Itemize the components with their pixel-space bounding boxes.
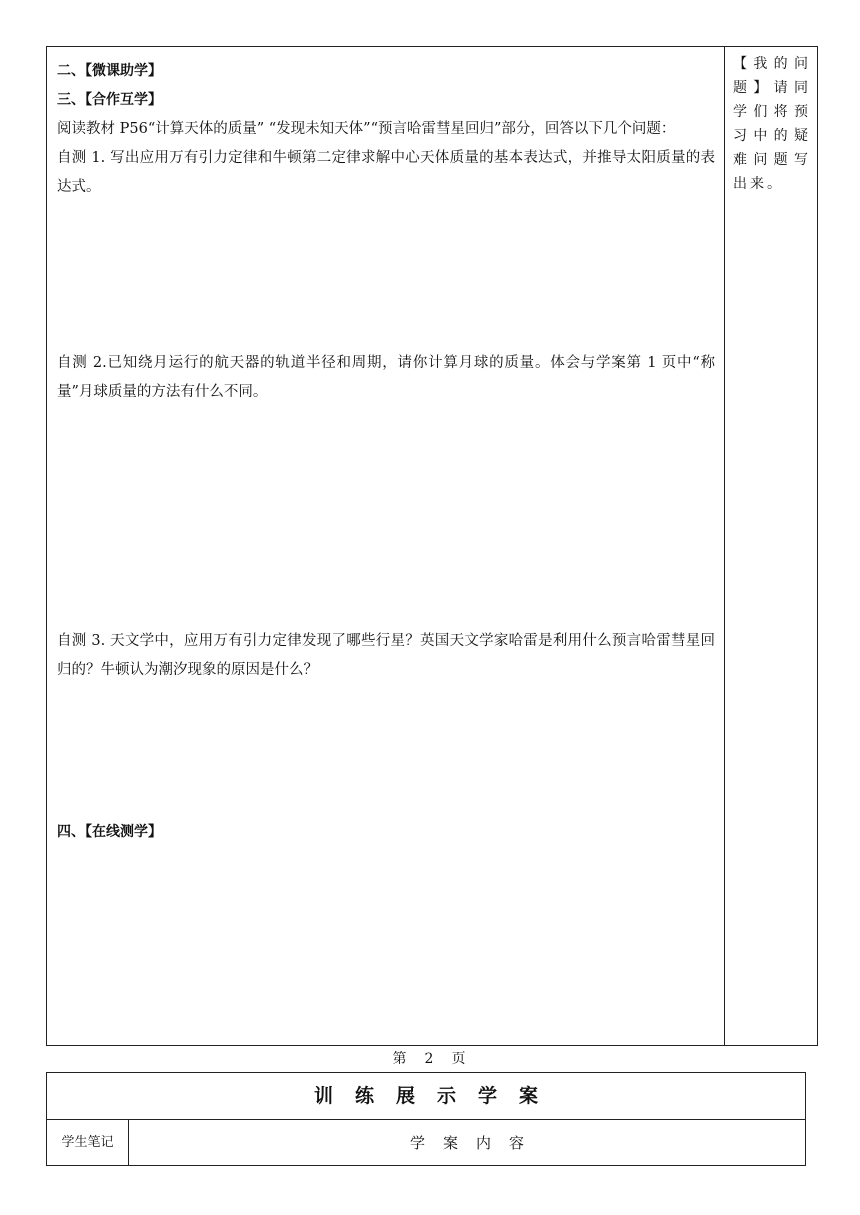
answer-space-3 (57, 685, 715, 818)
self-test-1: 自测 1. 写出应用万有引力定律和牛顿第二定律求解中心天体质量的基本表达式，并推导太阳质量的表达式。 (57, 150, 715, 195)
answer-space-2 (57, 407, 715, 627)
my-questions-note: 【我的问题】请同学们将预习中的疑难问题写出来。 (733, 56, 811, 192)
worksheet-table (46, 46, 818, 1046)
page-number (0, 1048, 860, 1068)
section-heading-micro-lesson: 二、【微课助学】 (57, 63, 162, 79)
answer-space-1 (57, 202, 715, 349)
reading-instructions: 阅读教材 P56“计算天体的质量” “发现未知天体”“预言哈雷彗星回归”部分，回答以下几个问题： (57, 121, 676, 137)
page-number-value: 2 (424, 1051, 436, 1067)
training-table (46, 1072, 806, 1166)
page-number-suffix: 页 (451, 1051, 468, 1067)
worksheet-content-cell (57, 57, 715, 847)
column-divider (724, 47, 725, 1045)
section-heading-online-test: 四、【在线测学】 (57, 824, 162, 840)
worksheet-content-label: 学案内容 (409, 1134, 542, 1152)
self-test-3: 自测 3. 天文学中，应用万有引力定律发现了哪些行星？英国天文学家哈雷是利用什么预言哈雷彗星回归的？牛顿认为潮汐现象的原因是什么？ (57, 633, 715, 678)
student-notes-label: 学生笔记 (47, 1120, 129, 1166)
training-table-title: 训练展示学案 (47, 1073, 805, 1120)
page-number-prefix: 第 (392, 1051, 409, 1067)
section-heading-cooperative: 三、【合作互学】 (57, 92, 162, 108)
self-test-2: 自测 2.已知绕月运行的航天器的轨道半径和周期，请你计算月球的质量。体会与学案第 1 页中“称量”月球质量的方法有什么不同。 (57, 355, 715, 400)
